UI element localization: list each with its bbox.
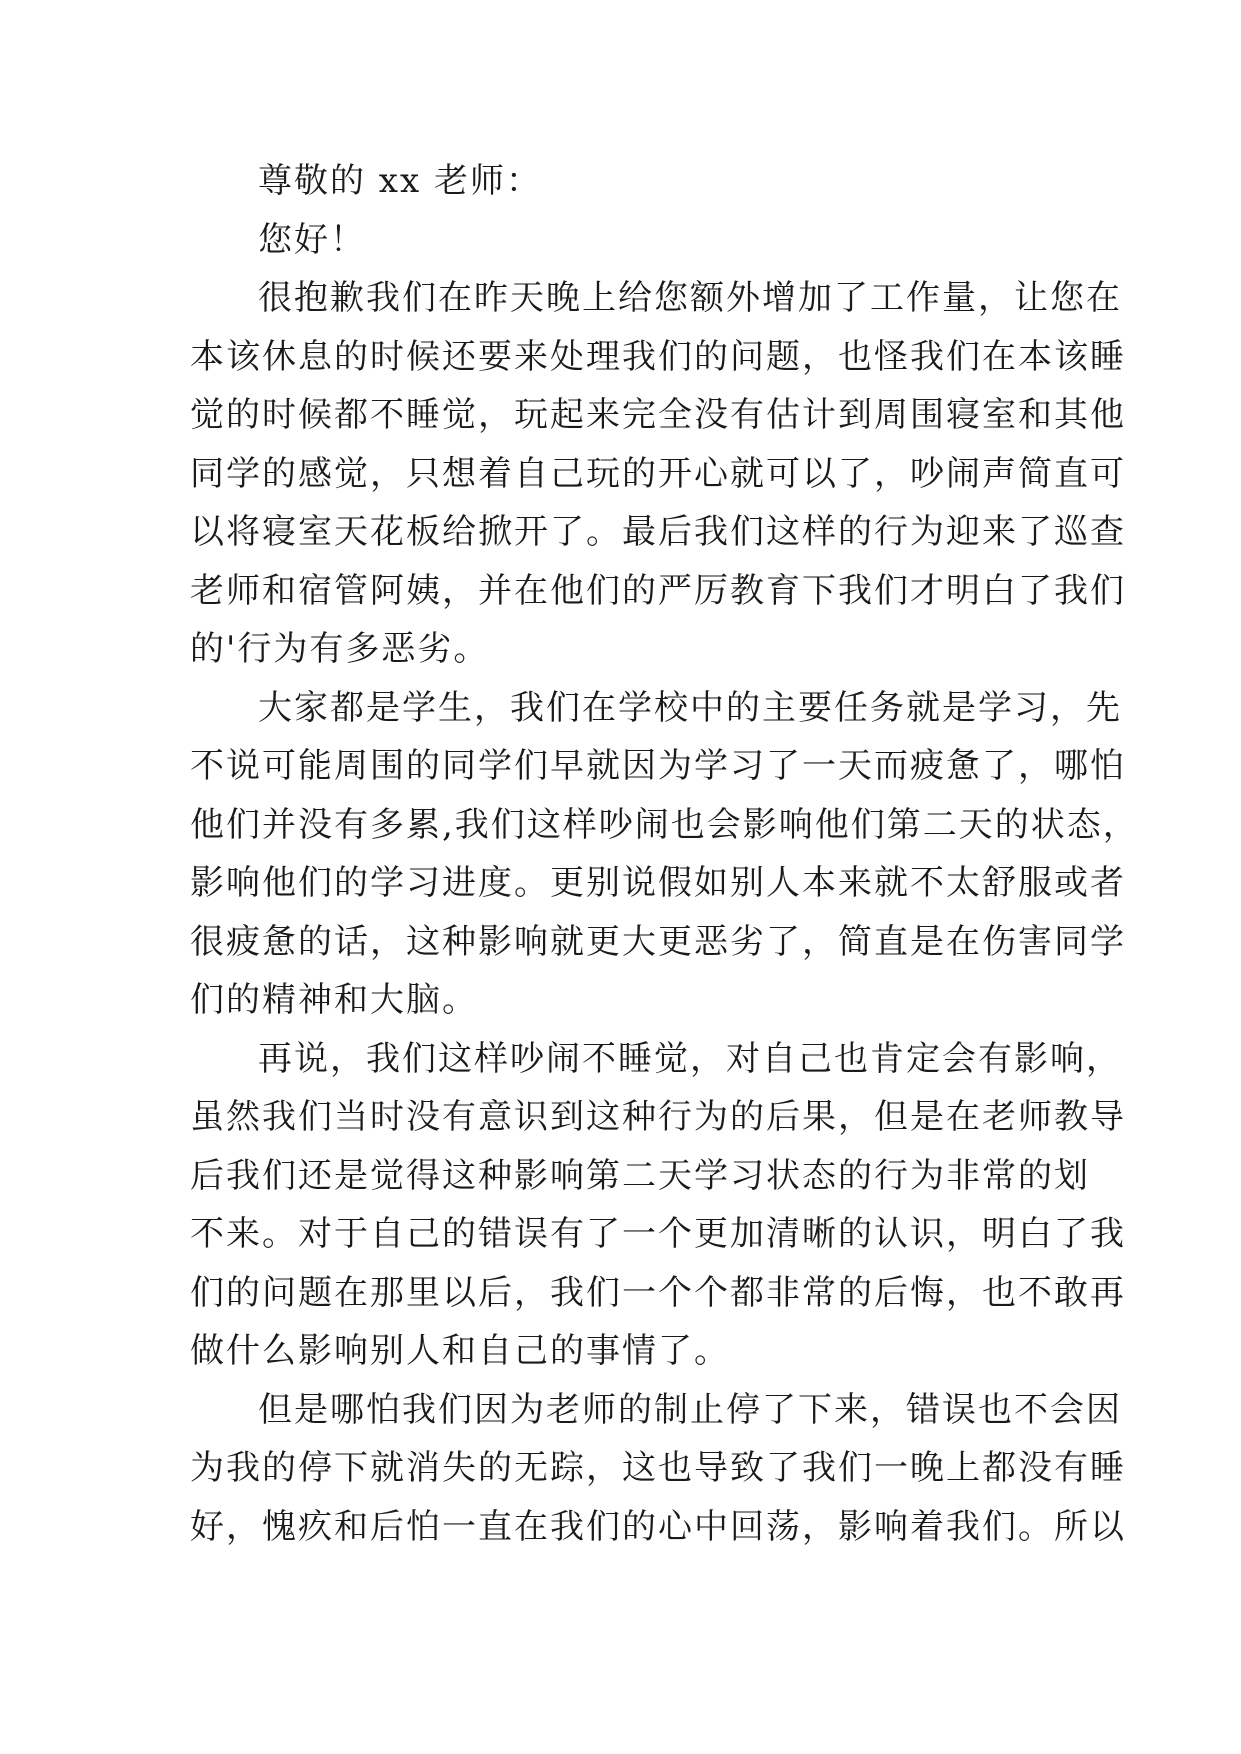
paragraph-3-line-5: 们的问题在那里以后，我们一个个都非常的后悔，也不敢再 [190,1272,1126,1313]
paragraph-1-line-5: 以将寝室天花板给掀开了。最后我们这样的行为迎来了巡查 [190,512,1126,552]
paragraph-4-line-1: 但是哪怕我们因为老师的制止停了下来，错误也不会因 [258,1389,1122,1430]
paragraph-2-line-3: 他们并没有多累,我们这样吵闹也会影响他们第二天的状态， [190,804,1139,845]
letter-body [190,152,1139,1556]
paragraph-3-line-4: 不来。对于自己的错误有了一个更加清晰的认识，明白了我 [190,1214,1126,1254]
paragraph-1-line-3: 觉的时候都不睡觉，玩起来完全没有估计到周围寝室和其他 [190,395,1126,435]
paragraph-1-line-1: 很抱歉我们在昨天晚上给您额外增加了工作量，让您在 [258,278,1122,318]
paragraph-4-line-2: 为我的停下就消失的无踪，这也导致了我们一晚上都没有睡 [190,1448,1126,1488]
paragraph-4-line-3: 好，愧疚和后怕一直在我们的心中回荡，影响着我们。所以 [190,1506,1126,1547]
paragraph-2-line-1: 大家都是学生，我们在学校中的主要任务就是学习，先 [258,687,1122,728]
paragraph-2-line-4: 影响他们的学习进度。更别说假如别人本来就不太舒服或者 [190,863,1126,903]
paragraph-2-line-5: 很疲惫的话，这种影响就更大更恶劣了，简直是在伤害同学 [190,921,1126,962]
paragraph-3-line-3: 后我们还是觉得这种影响第二天学习状态的行为非常的划 [190,1155,1090,1196]
paragraph-2-line-6: 们的精神和大脑。 [190,980,478,1020]
paragraph-1-line-7: 的'行为有多恶劣。 [190,629,490,669]
paragraph-1-line-4: 同学的感觉，只想着自己玩的开心就可以了，吵闹声简直可 [190,453,1126,494]
salutation: 尊敬的 xx 老师： [258,161,542,201]
paragraph-2-line-2: 不说可能周围的同学们早就因为学习了一天而疲惫了，哪怕 [190,746,1126,786]
paragraph-3-line-1: 再说，我们这样吵闹不睡觉，对自己也肯定会有影响， [258,1038,1122,1079]
paragraph-3-line-6: 做什么影响别人和自己的事情了。 [190,1331,730,1371]
paragraph-1-line-6: 老师和宿管阿姨，并在他们的严厉教育下我们才明白了我们 [190,570,1126,611]
paragraph-1-line-2: 本该休息的时候还要来处理我们的问题，也怪我们在本该睡 [190,336,1126,377]
paragraph-3-line-2: 虽然我们当时没有意识到这种行为的后果，但是在老师教导 [190,1097,1126,1137]
greeting: 您好！ [258,219,366,260]
